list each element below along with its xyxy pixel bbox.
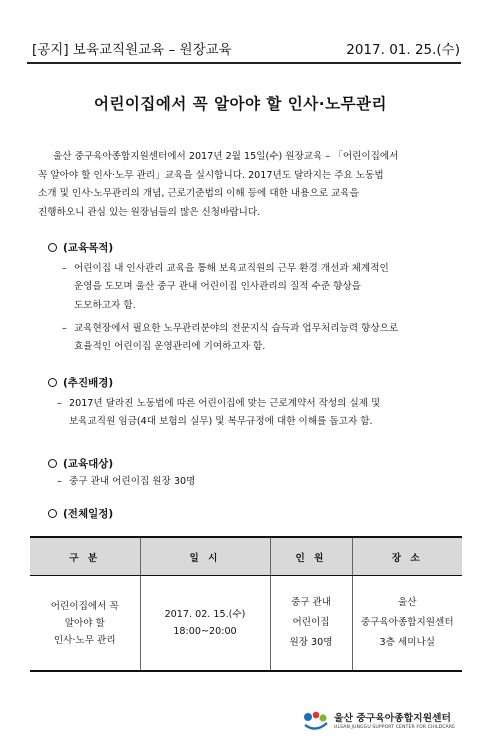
table-header-row: [30, 537, 462, 576]
section-heading-text: (교육목적): [63, 242, 114, 254]
column-header-place: 장 소: [352, 537, 462, 576]
column-header-datetime: 일 시: [140, 537, 270, 576]
section-target-heading: [48, 456, 113, 471]
column-header-people: 인 원: [270, 537, 352, 576]
dash-bullet: –: [62, 322, 67, 334]
bullet-line: 어린이집 내 인사관리 교육을 통해 보육교직원의 근무 환경 개선과 체계적인: [74, 263, 389, 274]
column-header-category: 구 분: [30, 537, 140, 576]
bullet-line: 효율적인 어린이집 운영관리에 기여하고자 함.: [74, 341, 266, 353]
bullet-line: 2017년 달라진 노동법에 따른 어린이집에 맞는 근로계약서 작성의 실제 및: [69, 398, 381, 409]
section-target-bullets: [57, 473, 455, 496]
circle-bullet-icon: [48, 459, 57, 468]
section-background-bullets: [57, 395, 462, 437]
intro-line: 꼭 알아야 할 인사·노무 관리」교육을 실시합니다. 2017년도 달라지는 주요 노동법: [38, 169, 384, 181]
list-item: [57, 473, 455, 491]
circle-bullet-icon: [48, 243, 57, 252]
intro-line: 진행하오니 관심 있는 원장님들의 많은 신청바랍니다.: [38, 206, 261, 218]
bullet-line: 도모하고자 함.: [74, 299, 136, 311]
document-title: 어린이집에서 꼭 알아야 할 인사·노무관리: [93, 95, 387, 113]
section-schedule-heading: [48, 506, 113, 521]
cell-category: 어린이집에서 꼭 알아야 할 인사·노무 관리: [30, 576, 140, 672]
bullet-line: 중구 관내 어린이집 원장 30명: [69, 476, 196, 487]
circle-bullet-icon: [48, 509, 57, 518]
circle-bullet-icon: [48, 378, 57, 387]
notice-date: 2017. 01. 25.(수): [346, 42, 460, 58]
center-name-korean: 울산 중구육아종합지원센터: [334, 712, 451, 724]
section-heading-text: (추진배경): [63, 377, 114, 389]
center-logo: [303, 707, 463, 735]
dash-bullet: –: [57, 398, 62, 409]
dash-bullet: –: [57, 476, 62, 487]
intro-paragraph: [38, 148, 462, 222]
section-background-heading: [48, 375, 113, 390]
list-item: [62, 260, 460, 315]
list-item: [57, 395, 462, 432]
cell-people: 중구 관내 어린이집 원장 30명: [270, 576, 352, 672]
section-heading-text: (전체일정): [63, 508, 114, 520]
center-logo-icon: [303, 710, 329, 732]
bullet-line: 운영을 도모며 울산 중구 관내 어린이집 인사관리의 질적 수준 향상을: [74, 281, 361, 293]
dash-bullet: –: [62, 263, 67, 274]
schedule-table: [30, 536, 462, 672]
intro-line: 소개 및 인사·노무관리의 개념, 근로기준법의 이해 등에 대한 내용으로 교육을: [38, 188, 359, 199]
notice-category: [공지] 보육교직원교육 – 원장교육: [32, 42, 232, 58]
section-purpose-bullets: [62, 260, 460, 361]
intro-line: 울산 중구육아종합지원센터에서 2017년 2월 15일(수) 원장교육 – 「어린이집에서: [53, 151, 399, 162]
list-item: [62, 320, 460, 357]
cell-datetime: 2017. 02. 15.(수) 18:00~20:00: [140, 576, 270, 672]
section-purpose-heading: [48, 240, 113, 255]
center-name-english: ULSAN JUNGGU SUPPORT CENTER FOR CHILDCARE: [334, 724, 456, 730]
header-divider: [27, 62, 461, 64]
section-heading-text: (교육대상): [63, 458, 114, 470]
bullet-line: 보육교직원 임금(4대 보험의 실무) 및 복무규정에 대한 이해를 돕고자 함.: [69, 416, 373, 428]
table-row: [30, 576, 462, 672]
cell-place: 울산 중구육아종합지원센터 3층 세미나실: [352, 576, 462, 672]
bullet-line: 교육현장에서 필요한 노무관리분야의 전문지식 습득과 업무처리능력 향상으로: [74, 322, 399, 334]
